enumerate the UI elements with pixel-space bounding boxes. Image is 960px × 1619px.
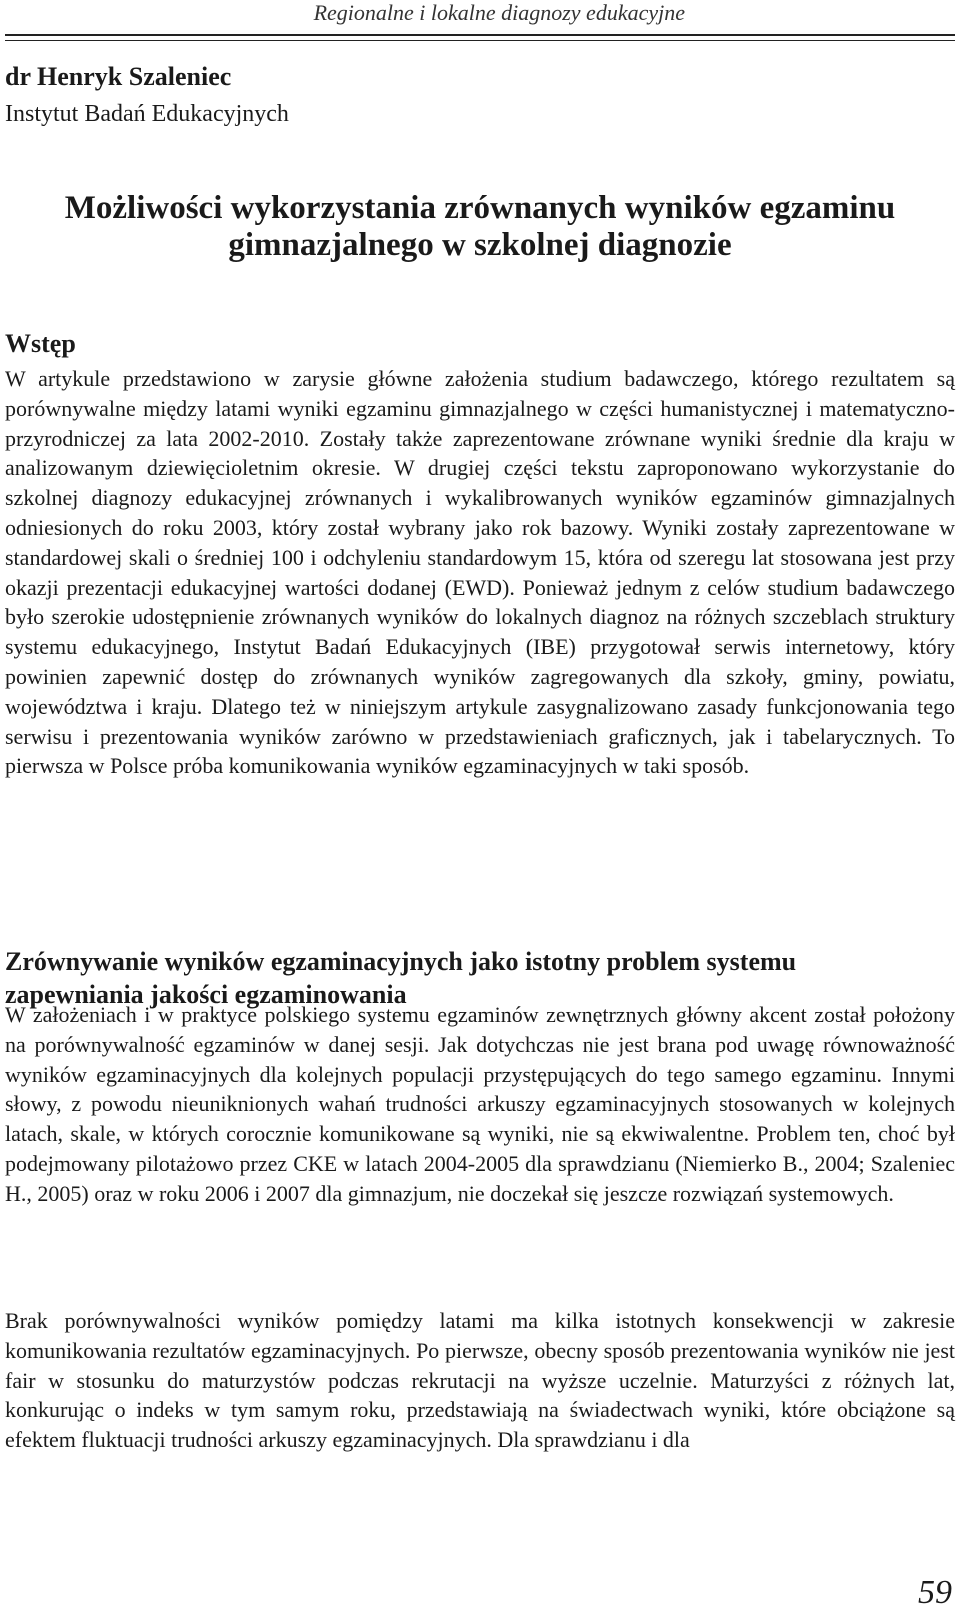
paragraph-zrownywanie-1: W założeniach i w praktyce polskiego systemu egzaminów zewnętrznych główny akcent został położony na porównywalność egzaminów w danej sesji. Jak dotychczas nie jest brana pod uwagę równoważność wyników egzaminacyjnych dla kolejnych populacji przystępujących do tego samego egzaminu. Innymi słowy, z powodu nieuniknionych wahań trudności arkuszy egzaminacyjnych stosowanych w kolejnych latach, skale, w których corocznie komunikowane są wyniki, nie są ekwiwalentne. Problem ten, choć był podejmowany pilotażowo przez CKE w latach 2004-2005 dla sprawdzianu (Niemierko B., 2004; Szaleniec H., 2005) oraz w roku 2006 i 2007 dla gimnazjum, nie doczekał się jeszcze rozwiązań systemowych. bbox=[5, 1002, 955, 1206]
header-rule-thick bbox=[5, 34, 955, 36]
paragraph-intro: W artykule przedstawiono w zarysie główne założenia studium badawczego, którego rezultatem są porównywalne między latami wyniki egzaminu gimnazjalnego w części humanistycznej i matematyczno-przyrodniczej za lata 2002-2010. Zostały także zaprezentowane zrównane wyniki średnie dla kraju w analizowanym dziewięcioletnim okresie. W drugiej części tekstu zaproponowano wykorzystanie do szkolnej diagnozy edukacyjnej zrównanych i wykalibrowanych wyników egzaminów gimnazjalnych odniesionych do roku 2003, który został wybrany jako rok bazowy. Wyniki zostały zaprezentowane w standardowej skali o średniej 100 i odchyleniu standardowym 15, która od szeregu lat stosowana jest przy okazji prezentacji edukacyjnej wartości dodanej (EWD). Ponieważ jednym z celów studium badawczego było szerokie udostępnienie zrównanych wyników do lokalnych diagnoz na różnych szczeblach struktury systemu edukacyjnego, Instytut Badań Edukacyjnych (IBE) przygotował serwis internetowy, który powinien zapewnić dostęp do zrównanych wyników zagregowanych dla szkoły, gminy, powiatu, województwa i kraju. Dlatego też w niniejszym artykule zasygnalizowano zasady funkcjonowania tego serwisu i prezentowania wyników zarówno w przedstawieniach graficznych, jak i tabelarycznych. To pierwsza w Polsce próba komunikowania wyników egzaminacyjnych w taki sposób. bbox=[5, 366, 955, 779]
paragraph-zrownywanie-2: Brak porównywalności wyników pomiędzy latami ma kilka istotnych konsekwencji w zakresie komunikowania rezultatów egzaminacyjnych. Po pierwsze, obecny sposób prezentowania wyników nie jest fair w stosunku do maturzystów podczas rekrutacji na wyższe uczelnie. Maturzyści z różnych lat, konkurując o indeks w tym samym roku, przedstawiają na świadectwach wyniki, które obciążone są efektem fluktuacji trudności arkuszy egzaminacyjnych. Dla sprawdzianu i dla bbox=[5, 1308, 955, 1453]
section-heading-wstep: Wstęp bbox=[5, 329, 76, 358]
author-institution: Instytut Badań Edukacyjnych bbox=[5, 101, 289, 127]
running-header: Regionalne i lokalne diagnozy edukacyjne bbox=[313, 0, 685, 25]
header-rule-thin bbox=[5, 40, 955, 41]
author-name: dr Henryk Szaleniec bbox=[5, 62, 232, 91]
section-heading-zrownywanie: Zrównywanie wyników egzaminacyjnych jako istotny problem systemu zapewniania jakości egzaminowania bbox=[5, 947, 797, 1009]
article-title: Możliwości wykorzystania zrównanych wyników egzaminu gimnazjalnego w szkolnej diagnozie bbox=[64, 190, 896, 263]
page-number: 59 bbox=[918, 1574, 952, 1611]
